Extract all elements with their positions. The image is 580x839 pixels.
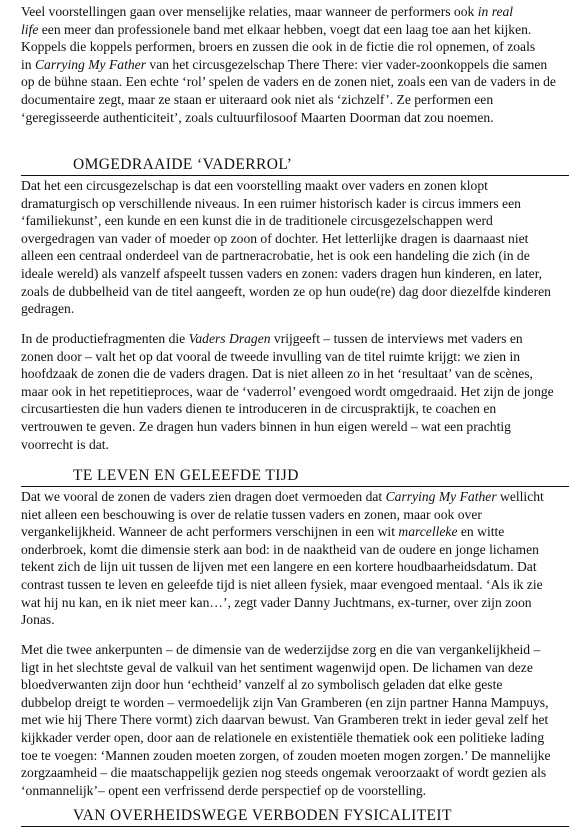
- italic-title: life: [21, 21, 39, 37]
- paragraph-production-fragments: [21, 330, 569, 453]
- text-line: [21, 418, 569, 436]
- heading-underline: [21, 175, 569, 176]
- italic-title: Carrying My Father: [385, 489, 497, 504]
- text-line: [21, 21, 569, 39]
- text-line: [21, 91, 569, 109]
- text-line: [21, 747, 569, 765]
- text-run: Veel voorstellingen gaan over menselijke relaties, maar wanneer de performers ook: [21, 4, 478, 19]
- text-line: [21, 300, 569, 318]
- text-run: dramaturgisch op verschillende niveaus. In een ruimer historisch kader is circus immers een: [21, 195, 521, 211]
- intro-paragraph: [21, 3, 569, 126]
- text-line: [21, 348, 569, 366]
- text-run: tekent zich de lijn uit tussen de lijven met een langere en een kortere houdbaarheidsdatum. Dat: [21, 559, 537, 575]
- text-run: Dat we vooral de zonen de vaders zien dragen doet vermoeden dat: [21, 489, 386, 504]
- text-run: toe te voegen: ‘Mannen zouden moeten zorgen, of zouden moeten mogen zorgen.’ De mannelijke: [21, 747, 551, 763]
- text-line: [21, 729, 569, 747]
- text-line: [21, 283, 569, 301]
- text-run: op de bühne staan. Een echte ‘rol’ spelen de vaders en de zonen niet, zoals een van de vaders in de: [21, 74, 556, 90]
- text-run: niet alleen een beschouwing is over de relatie tussen vaders en zonen, maar ook over: [21, 506, 482, 522]
- text-run: van het circusgezelschap There There: vier vader-zoonkoppels die samen: [146, 56, 548, 72]
- section-heading-omgedraaide-vaderrol: [21, 152, 569, 176]
- text-line: [21, 400, 569, 418]
- text-line: [21, 109, 569, 127]
- text-line: [21, 3, 569, 21]
- text-line: [21, 782, 569, 800]
- text-line: [21, 611, 569, 629]
- text-line: [21, 38, 569, 56]
- text-line: [21, 488, 569, 506]
- italic-title: Vaders Dragen: [188, 331, 271, 346]
- text-run: circusartiesten die hun vaders dienen te introduceren in de circuspraktijk, te coachen en: [21, 401, 497, 417]
- heading-text: OMGEDRAAIDE ‘VADERROL’: [73, 156, 293, 173]
- text-line: [21, 506, 569, 524]
- paragraph-transience: [21, 488, 569, 629]
- text-run: bloedverwanten zijn door hun ‘echtheid’ vanzelf al zo symbolisch geladen dat elke geste: [21, 677, 503, 693]
- text-run: een meer dan professionele band met elkaar hebben, voegt dat een laag toe aan het kijken.: [38, 21, 532, 37]
- text-line: [21, 177, 569, 195]
- text-line: [21, 365, 569, 383]
- text-run: in: [21, 56, 35, 72]
- text-run: vrijgeeft – tussen de interviews met vaders en: [270, 331, 523, 346]
- text-run: In de productiefragmenten die: [21, 331, 189, 346]
- text-line: [21, 436, 569, 454]
- text-line: [21, 694, 569, 712]
- heading-underline: [21, 826, 569, 827]
- section-heading-fysicaliteit: [21, 803, 569, 827]
- text-line: [21, 558, 569, 576]
- text-line: [21, 247, 569, 265]
- text-run: zoals de dubbelheid van de titel aangeeft, worden ze op hun oude(re) dag door diezelfde kinderen: [21, 283, 551, 299]
- text-run: voorrecht is dat.: [21, 436, 109, 452]
- italic-title: Carrying My Father: [34, 56, 146, 72]
- text-line: [21, 330, 569, 348]
- text-run: kijkkader verder open, door aan de relationele en existentiële thematiek ook een politieke lading: [21, 729, 545, 745]
- text-run: met wie hij There There vormt) zich daarvan bewust. Van Gramberen trekt in ieder geval zelf het: [21, 712, 549, 728]
- text-run: Koppels die koppels performen, broers en zussen die ook in de fictie die rol opnemen, of zoals: [21, 39, 536, 55]
- text-run: documentaire zegt, maar ze staan er uiteraard ook niet als ‘zichzelf’. Ze performen een: [21, 91, 494, 107]
- text-line: [21, 594, 569, 612]
- text-run: wat hij nu kan, en ik niet meer kan…’, zegt vader Danny Juchtmans, ex-turner, over zijn zoon: [21, 594, 532, 610]
- italic-title: in real: [477, 4, 514, 19]
- text-line: [21, 541, 569, 559]
- text-run: ‘onmannelijk’– opent een verfrissend derde perspectief op de voorstelling.: [21, 782, 427, 798]
- text-line: [21, 523, 569, 541]
- text-line: [21, 73, 569, 91]
- text-line: [21, 195, 569, 213]
- text-run: wellicht: [496, 489, 544, 504]
- text-run: overgedragen van vader of moeder op zoon of dochter. Het letterlijke dragen is daarnaast niet: [21, 230, 529, 246]
- text-run: vertrouwen te geven. Ze dragen hun vaders binnen in hun eigen wereld – wat een prachtig: [21, 418, 511, 434]
- text-run: Jonas.: [21, 612, 55, 628]
- text-line: [21, 56, 569, 74]
- text-run: gedragen.: [21, 301, 75, 317]
- paragraph-circus-family-art: [21, 177, 569, 318]
- heading-text: TE LEVEN EN GELEEFDE TIJD: [73, 467, 299, 484]
- text-run: alleen een centraal onderdeel van de partneracrobatie, het is ook een handeling die zich (in de: [21, 248, 530, 264]
- text-run: en witte: [457, 524, 505, 540]
- italic-title: marcelleke: [398, 524, 458, 540]
- text-run: zonen door – valt het op dat vooral de tweede invulling van de titel ruimte krijgt: we zien in: [21, 348, 521, 364]
- paragraph-anchor-points: [21, 641, 569, 799]
- text-line: [21, 212, 569, 230]
- text-run: contrast tussen te leven en geleefde tijd is niet alleen fysiek, maar evengoed mentaal. ‘Als ik zie: [21, 576, 543, 592]
- text-run: hoofdzaak de zonen die de vaders dragen. Dat is niet alleen zo in het ‘resultaat’ van de scènes,: [21, 366, 533, 382]
- text-run: vergankelijkheid. Wanneer de acht performers verschijnen in een wit: [21, 524, 399, 540]
- heading-text: VAN OVERHEIDSWEGE VERBODEN FYSICALITEIT: [73, 807, 452, 824]
- text-line: [21, 383, 569, 401]
- text-line: [21, 230, 569, 248]
- text-line: [21, 676, 569, 694]
- text-run: Met die twee ankerpunten – de dimensie van de wederzijdse zorg en die van vergankelijkheid –: [21, 642, 541, 657]
- text-run: ligt in het slechtste geval de valkuil van het sentiment wagenwijd open. De lichamen van deze: [21, 659, 533, 675]
- text-run: dubbelop dreigt te worden – vermoedelijk zijn Van Gramberen (en zijn partner Hanna Mampuys,: [21, 694, 549, 710]
- text-run: maar ook in het repetitieproces, waar de ‘vaderrol’ evengoed wordt omgedraaid. Het zijn de jonge: [21, 383, 554, 399]
- text-run: Dat het een circusgezelschap is dat een voorstelling maakt over vaders en zonen klopt: [21, 178, 488, 193]
- heading-underline: [21, 486, 569, 487]
- text-line: [21, 641, 569, 659]
- text-line: [21, 711, 569, 729]
- text-line: [21, 659, 569, 677]
- text-run: ideale wereld) als vanzelf afspeelt tussen vaders en zonen: vaders dragen hun kinderen, en later,: [21, 265, 543, 281]
- text-line: [21, 764, 569, 782]
- text-line: [21, 265, 569, 283]
- text-run: ‘familiekunst’, een kunde en een kunst die in de traditionele circusgezelschappen werd: [21, 213, 493, 229]
- section-heading-te-leven: [21, 463, 569, 487]
- text-line: [21, 576, 569, 594]
- text-run: onderbroek, komt die dimensie sterk aan bod: in de naaktheid van de oudere en jonge lichamen: [21, 541, 539, 557]
- text-run: zorgzaamheid – die maatschappelijk gezien nog steeds ongemak veroorzaakt of wordt gezien als: [21, 765, 547, 781]
- text-run: ‘geregisseerde authenticiteit’, zoals cultuurfilosoof Maarten Doorman dat zou noemen.: [21, 109, 494, 125]
